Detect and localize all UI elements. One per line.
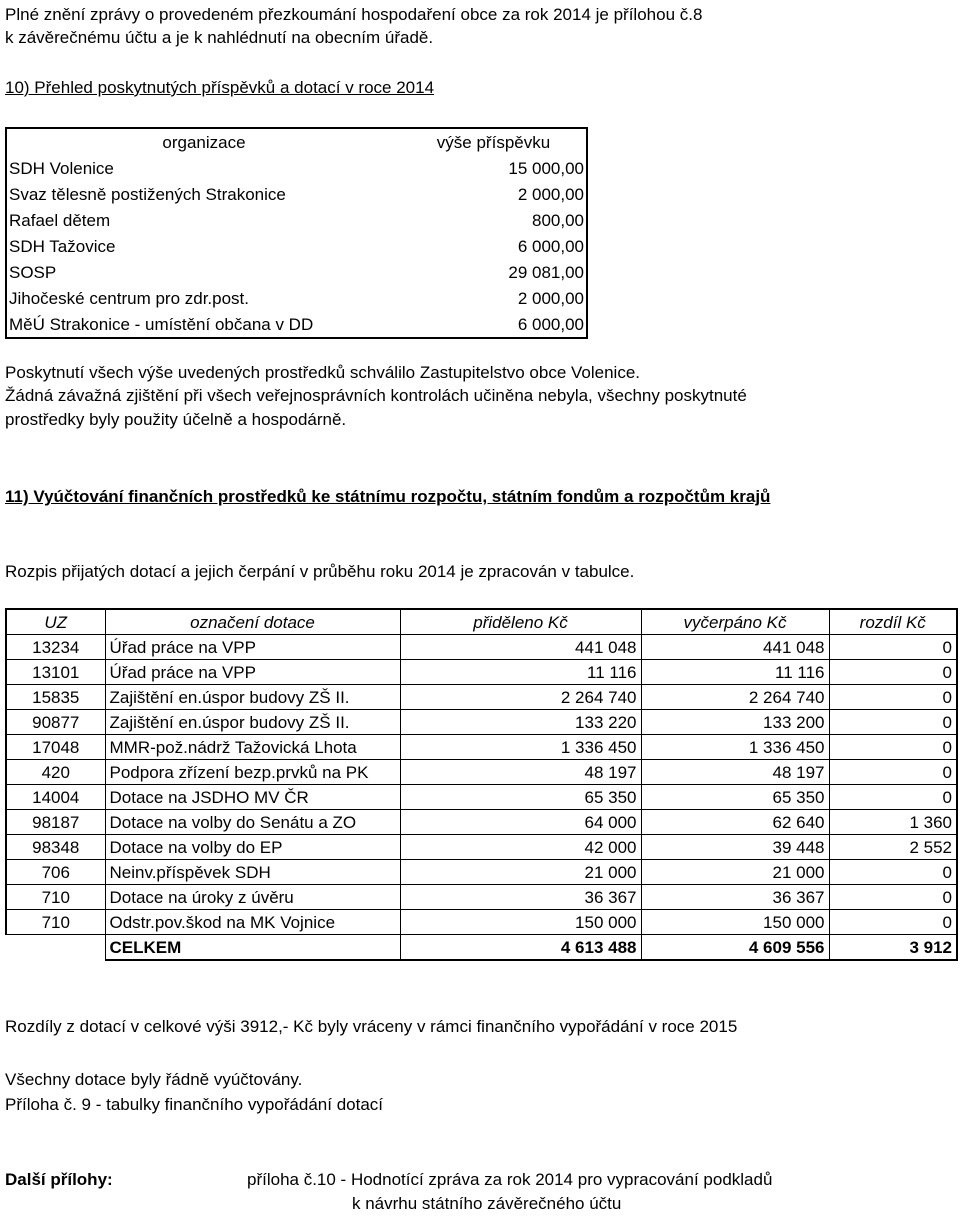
uz-cell: 98187 — [6, 810, 105, 835]
uz-cell: 13234 — [6, 635, 105, 660]
difference-cell: 0 — [829, 885, 957, 910]
uz-cell: 98348 — [6, 835, 105, 860]
subsidy-name-cell: Podpora zřízení bezp.prvků na PK — [105, 760, 400, 785]
section-10-title: 10) Přehled poskytnutých příspěvků a dotací v roce 2014 — [5, 78, 435, 97]
difference-cell: 0 — [829, 735, 957, 760]
attachment-line-1: příloha č.10 - Hodnotící zpráva za rok 2014 pro vypracování podkladů — [247, 1170, 773, 1189]
uz-cell: 420 — [6, 760, 105, 785]
difference-cell: 0 — [829, 660, 957, 685]
table-row — [6, 259, 587, 285]
spent-cell: 11 116 — [641, 660, 829, 685]
section-10-note-1: Poskytnutí všech výše uvedených prostředků schválilo Zastupitelstvo obce Volenice. — [5, 363, 641, 382]
spent-cell: 21 000 — [641, 860, 829, 885]
uz-cell: 90877 — [6, 710, 105, 735]
organization-cell: Rafael dětem — [6, 207, 401, 233]
subsidy-name-cell: Dotace na volby do EP — [105, 835, 400, 860]
contributions-table — [5, 127, 588, 339]
organization-cell: Svaz tělesně postižených Strakonice — [6, 181, 401, 207]
allocated-cell: 11 116 — [400, 660, 641, 685]
table-row — [6, 181, 587, 207]
spent-cell: 150 000 — [641, 910, 829, 935]
subsidy-name-cell: Úřad práce na VPP — [105, 660, 400, 685]
table-row — [6, 910, 957, 935]
table-header-row — [6, 128, 587, 155]
subsidy-name-cell: Dotace na úroky z úvěru — [105, 885, 400, 910]
table-row — [6, 860, 957, 885]
section-11-note-2: Všechny dotace byly řádně vyúčtovány. — [5, 1070, 303, 1089]
table-row — [6, 155, 587, 181]
organization-cell: Jihočeské centrum pro zdr.post. — [6, 285, 401, 311]
intro-line-2: k závěrečnému účtu a je k nahlédnutí na obecním úřadě. — [5, 28, 434, 47]
allocated-cell: 36 367 — [400, 885, 641, 910]
section-10-note-2: Žádná závažná zjištění při všech veřejnosprávních kontrolách učiněna nebyla, všechny poskytnuté — [5, 386, 747, 405]
table-row — [6, 635, 957, 660]
table-row — [6, 660, 957, 685]
allocated-cell: 2 264 740 — [400, 685, 641, 710]
column-header-difference: rozdíl Kč — [829, 609, 957, 635]
difference-cell: 0 — [829, 860, 957, 885]
difference-cell: 0 — [829, 635, 957, 660]
table-row — [6, 207, 587, 233]
total-allocated: 4 613 488 — [400, 935, 641, 961]
subsidies-table — [5, 608, 958, 961]
table-row — [6, 885, 957, 910]
table-header-row — [6, 609, 957, 635]
column-header-spent: vyčerpáno Kč — [641, 609, 829, 635]
table-row — [6, 735, 957, 760]
spent-cell: 441 048 — [641, 635, 829, 660]
difference-cell: 2 552 — [829, 835, 957, 860]
column-header-allocated: přiděleno Kč — [400, 609, 641, 635]
uz-cell: 710 — [6, 910, 105, 935]
table-row — [6, 785, 957, 810]
table-row — [6, 835, 957, 860]
allocated-cell: 48 197 — [400, 760, 641, 785]
total-difference: 3 912 — [829, 935, 957, 961]
amount-cell: 15 000,00 — [401, 155, 587, 181]
uz-cell: 14004 — [6, 785, 105, 810]
spent-cell: 2 264 740 — [641, 685, 829, 710]
table-row — [6, 760, 957, 785]
subsidy-name-cell: Neinv.příspěvek SDH — [105, 860, 400, 885]
allocated-cell: 21 000 — [400, 860, 641, 885]
spent-cell: 36 367 — [641, 885, 829, 910]
subsidy-name-cell: Úřad práce na VPP — [105, 635, 400, 660]
allocated-cell: 133 220 — [400, 710, 641, 735]
table-row — [6, 810, 957, 835]
organization-cell: MěÚ Strakonice - umístění občana v DD — [6, 311, 401, 338]
allocated-cell: 150 000 — [400, 910, 641, 935]
intro-line-1: Plné znění zprávy o provedeném přezkoumání hospodaření obce za rok 2014 je přílohou č.8 — [5, 5, 703, 24]
uz-cell: 710 — [6, 885, 105, 910]
uz-cell: 17048 — [6, 735, 105, 760]
amount-cell: 29 081,00 — [401, 259, 587, 285]
attachments-label: Další přílohy: — [5, 1170, 113, 1189]
amount-cell: 6 000,00 — [401, 311, 587, 338]
spent-cell: 48 197 — [641, 760, 829, 785]
table-row — [6, 233, 587, 259]
uz-cell: 15835 — [6, 685, 105, 710]
subsidy-name-cell: Dotace na JSDHO MV ČR — [105, 785, 400, 810]
amount-cell: 800,00 — [401, 207, 587, 233]
column-header-uz: UZ — [6, 609, 105, 635]
column-header-organization: organizace — [6, 128, 401, 155]
uz-cell: 13101 — [6, 660, 105, 685]
organization-cell: SOSP — [6, 259, 401, 285]
difference-cell: 0 — [829, 785, 957, 810]
subsidy-name-cell: Odstr.pov.škod na MK Vojnice — [105, 910, 400, 935]
section-11-note-3: Příloha č. 9 - tabulky finančního vypořádání dotací — [5, 1095, 384, 1114]
difference-cell: 0 — [829, 910, 957, 935]
allocated-cell: 42 000 — [400, 835, 641, 860]
section-11-intro: Rozpis přijatých dotací a jejich čerpání v průběhu roku 2014 je zpracován v tabulce. — [5, 562, 635, 581]
section-11-note-1: Rozdíly z dotací v celkové výši 3912,- Kč byly vráceny v rámci finančního vypořádání v roce 2015 — [5, 1017, 738, 1036]
spent-cell: 133 200 — [641, 710, 829, 735]
column-header-subsidy-name: označení dotace — [105, 609, 400, 635]
subsidy-name-cell: MMR-pož.nádrž Tažovická Lhota — [105, 735, 400, 760]
difference-cell: 1 360 — [829, 810, 957, 835]
section-11-title: 11) Vyúčtování finančních prostředků ke státnímu rozpočtu, státním fondům a rozpočtům krajů — [5, 487, 771, 506]
allocated-cell: 64 000 — [400, 810, 641, 835]
total-row — [6, 935, 957, 961]
uz-cell: 706 — [6, 860, 105, 885]
amount-cell: 6 000,00 — [401, 233, 587, 259]
total-spent: 4 609 556 — [641, 935, 829, 961]
subsidy-name-cell: Zajištění en.úspor budovy ZŠ II. — [105, 685, 400, 710]
table-row — [6, 285, 587, 311]
section-10-note-3: prostředky byly použity účelně a hospodárně. — [5, 410, 347, 429]
table-row — [6, 685, 957, 710]
spent-cell: 39 448 — [641, 835, 829, 860]
table-row — [6, 710, 957, 735]
total-label: CELKEM — [105, 935, 400, 961]
table-row — [6, 311, 587, 338]
difference-cell: 0 — [829, 685, 957, 710]
allocated-cell: 441 048 — [400, 635, 641, 660]
difference-cell: 0 — [829, 710, 957, 735]
allocated-cell: 65 350 — [400, 785, 641, 810]
attachment-line-2: k návrhu státního závěrečného účtu — [352, 1194, 622, 1213]
spent-cell: 65 350 — [641, 785, 829, 810]
allocated-cell: 1 336 450 — [400, 735, 641, 760]
column-header-amount: výše příspěvku — [401, 128, 587, 155]
total-empty-cell — [6, 935, 105, 961]
subsidy-name-cell: Dotace na volby do Senátu a ZO — [105, 810, 400, 835]
organization-cell: SDH Tažovice — [6, 233, 401, 259]
organization-cell: SDH Volenice — [6, 155, 401, 181]
spent-cell: 62 640 — [641, 810, 829, 835]
spent-cell: 1 336 450 — [641, 735, 829, 760]
amount-cell: 2 000,00 — [401, 181, 587, 207]
difference-cell: 0 — [829, 760, 957, 785]
amount-cell: 2 000,00 — [401, 285, 587, 311]
subsidy-name-cell: Zajištění en.úspor budovy ZŠ II. — [105, 710, 400, 735]
